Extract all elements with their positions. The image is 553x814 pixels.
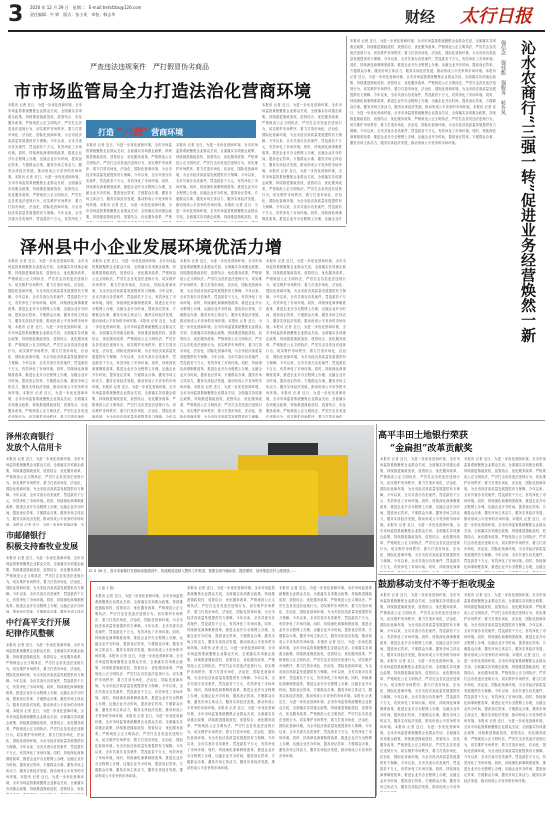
photo-road [88, 535, 374, 567]
lead-banner [86, 120, 256, 138]
brief-headline: 鼓励移动支付不等于拒收现金 [378, 580, 496, 590]
banner-prefix: 打造 [98, 127, 114, 137]
second-headline: 泽州县中小企业发展环境优活力增 [20, 238, 283, 258]
section-divider [8, 420, 545, 421]
masthead [0, 0, 553, 34]
section-divider [378, 574, 546, 575]
date-line: 2020 年 12 月 29 日 星期二 E-mail:tmfxfzbs@126.com [30, 5, 142, 10]
lead-body-col-4: 本报讯 记者 近日，为进一步优化营商环境，全市市场监管系统聚焦企业群众关切，全面落实各项惠企政策，持续推进简政放权、放管结合、优化服务改革，严格规范公正文明执法，严厉打击各类违法违规行为，切实维护市场秩序，着力打造市场化、法治化、国际化营商环境，为全市经济高质量发展提供有力保障。今年以来，全市共查办各类案件，罚没款若干万元，有效净化了市场环境。同时，持续深化商事制度改革，推进企业开办全程网上办理，压缩企业开办时间，提高登记效率，方便群众办事，激发市场主体活力，服务实体经济发展，推动形成公平竞争的市场环境。本报讯 记者 近日，为进一步优化营商环境，全市市场监管系统聚焦企业群众关切，全面落实各项惠企政策，持续推进简政放权、放管结合、优化服务改革，严格规范公正文明执法，严厉打击各类违法违规行为，切实维护市场秩序，着力打造市场化、法治化、国际化营商环境，为全市经济高质量发展提供有力保障。今年以来，全市共查办各类案件，罚没款若干万元，有效净化了市场环境。同时，持续深化商事制度改革，推进企业开办全程网上办理，压缩企业开 [262, 103, 342, 221]
brief-headline: 发放个人信用卡 [6, 442, 62, 452]
brief-headline: 高平丰田土地银行荣获 [378, 431, 469, 441]
brief-headline: 中行高平支行开展 [6, 617, 70, 627]
column-divider [376, 424, 377, 796]
lead-body-col-1: 本报讯 记者 近日，为进一步优化营商环境，全市市场监管系统聚焦企业群众关切，全面落实各项惠企政策，持续推进简政放权、放管结合、优化服务改革，严格规范公正文明执法，严厉打击各类违法违规行为，切实维护市场秩序，着力打造市场化、法治化、国际化营商环境，为全市经济高质量发展提供有力保障。今年以来，全市共查办各类案件，罚没款若干万元，有效净化了市场环境。同时，持续深化商事制度改革，推进企业开办全程网上办理，压缩企业开办时间，提高登记效率，方便群众办事，激发市场主体活力，服务实体经济发展，推动形成公平竞争的市场环境。本报讯 记者 近日，为进一步优化营商环境，全市市场监管系统聚焦企业群众关切，全面落实各项惠企政策，持续推进简政放权、放管结合、优化服务改革，严格规范公正文明执法，严厉打击各类违法违规行为，切实维护市场秩序，着力打造市场化、法治化、国际化营商环境，为全市经济高质量发展提供有力保障。今年以来，全市共查办各类案件，罚没款若干万元，有效净化了 [8, 103, 82, 221]
second-body-col-2: 本报讯 记者 近日，为进一步优化营商环境，全市市场监管系统聚焦企业群众关切，全面落实各项惠企政策，持续推进简政放权、放管结合、优化服务改革，严格规范公正文明执法，严厉打击各类违法违规行为，切实维护市场秩序，着力打造市场化、法治化、国际化营商环境，为全市经济高质量发展提供有力保障。今年以来，全市共查办各类案件，罚没款若干万元，有效净化了市场环境。同时，持续深化商事制度改革，推进企业开办全程网上办理，压缩企业开办时间，提高登记效率，方便群众办事，激发市场主体活力，服务实体经济发展，推动形成公平竞争的市场环境。本报讯 记者 近日，为进一步优化营商环境，全市市场监管系统聚焦企业群众关切，全面落实各项惠企政策，持续推进简政放权、放管结合、优化服务改革，严格规范公正文明执法，严厉打击各类违法违规行为，切实维护市场秩序，着力打造市场化、法治化、国际化营商环境，为全市经济高质量发展提供有力保障。今年以来，全市共查办各类案件，罚没款若干万元，有效净化了市场环境。同时，持续深化商事制度改革，推进企业开办全程网上办理，压缩企业开办时间，提高登记效率，方便群众办事，激发市场主体活力，服务实体经济发展，推动形成公平竞争的市场环境。本报讯 记者 近日，为进一步优化营商环境，全市市场监管系统聚焦企业群众关切，全面落实各项惠企政策，持续推进简政放权、放管结合、优化服务改革，严格规范公正文明执法，严厉打击各类违法违规行为，切实维护市场秩序，着力打造市场化、法治化、国际化营商环境，为全市经济高质量发展提供有力保障。今年以 [92, 259, 176, 418]
brief-headline: 泽州农商银行 [6, 431, 54, 441]
brief-body: 本报讯 记者 近日，为进一步优化营商环境，全市市场监管系统聚焦企业群众关切，全面落实各项惠企政策，持续推进简政放权、放管结合、优化服务改革，严格规范公正文明执法，严厉打击各类违法违规行为，切实维护市场秩序，着力打造市场化、法治化、国际化营商环境，为全市经济高质量发展提供有力保障。今年以来，全市共查办各类案件，罚没款若干万元，有效净化了市场环境。同时，持续深化商事制度改革，推进企业开办全程网上办理，压缩企业开办时间，提高登记效率，方便群众办事，激发市场主体活力，服务实体经济发展，推动形成公平竞争的市场环境。本报讯 记者 近日，为进一步优化营商环境，全市市场监管系统聚焦企业群众关切，全面落实各项惠企政策，持续推进简政放权、放管结合、优化服务改革，严格规范公正文明执法，严厉打击各类违法违规行为，切实维护市场秩序，着力打造市场化、法治化、国际化营商环境，为全市经济高质量发展提供有力保障。今年以来，全市共查办各类案件，罚没款若干万元，有效净化了市场环境。同时，持续深化商事制度改革，推进企业开办全程网上办理，压缩企 [464, 457, 546, 569]
section-divider [8, 226, 346, 227]
second-body-col-1: 本报讯 记者 近日，为进一步优化营商环境，全市市场监管系统聚焦企业群众关切，全面落实各项惠企政策，持续推进简政放权、放管结合、优化服务改革，严格规范公正文明执法，严厉打击各类违法违规行为，切实维护市场秩序，着力打造市场化、法治化、国际化营商环境，为全市经济高质量发展提供有力保障。今年以来，全市共查办各类案件，罚没款若干万元，有效净化了市场环境。同时，持续深化商事制度改革，推进企业开办全程网上办理，压缩企业开办时间，提高登记效率，方便群众办事，激发市场主体活力，服务实体经济发展，推动形成公平竞争的市场环境。本报讯 记者 近日，为进一步优化营商环境，全市市场监管系统聚焦企业群众关切，全面落实各项惠企政策，持续推进简政放权、放管结合、优化服务改革，严格规范公正文明执法，严厉打击各类违法违规行为，切实维护市场秩序，着力打造市场化、法治化、国际化营商环境，为全市经济高质量发展提供有力保障。今年以来，全市共查办各类案件，罚没款若干万元，有效净化了市场环境。同时，持续深化商事制度改革，推进企业开办全程网上办理，压缩企业开办时间，提高登记效率，方便群众办事，激发市场主体活力，服务实体经济发展，推动形成公平竞争的市场环境。本报讯 记者 近日，为进一步优化营商环境，全市市场监管系统聚焦企业群众关切，全面落实各项惠企政策，持续推进简政放权、放管结合、优化服务改革，严格规范公正文明执法，严厉打击各类违法违规行为，切实维护市场秩序，着力打造市场化、 [8, 259, 88, 418]
brief-body: 本报讯 记者 近日，为进一步优化营商环境，全市市场监管系统聚焦企业群众关切，全面落实各项惠企政策，持续推进简政放权、放管结合、优化服务改革，严格规范公正文明执法，严厉打击各类违法违规行为，切实维护市场秩序，着力打造市场化、法治化、国际化营商环境，为全市经济高质量发展提供有力保障。今年以来，全市共查办各类案件，罚没款若干万元，有效净化了市场环境。同时，持续深化商事制度改革，推进企业开办全程网上办理，压缩企业开办时间，提高登记效率，方便群众办事，激发市场主体活力，服务实体经济发展，推动形成公平竞争的市场环境。本报讯 记者 近日，为进一步优化营商环境，全市市场监管系统聚焦企业群众关切，全面落实各项惠企政策，持续推进简政放权、放管结合、优化服务改革，严格规范公正文明执法，严厉打击各类违法违规行为，切实维护市场秩序，着力打造市场化、法治化、国际化营商环境，为全市经济高质量发展提供有力保障。今年以来，全市共查办各类案件，罚没款若干万元，有效净化了市场环境。同时，持续深化商事制度改革，推进企业开办全程网上办理，压缩企业开办时间，提高登记效率，方便群众办事，激发市场主体活力，服务实体经济发展，推动形成公平竞争的市场环境。本报讯 记者 近日，为进一步优化营商环境，全市市场监管系统聚焦企业群众关切，全面落实各项惠企政策，持续推进简政放权、放管结合、优化服务改革，严格规范公正文明执法，严厉打击各类违法违规行为，切实维护市场秩序，着力打造市场化、法治化、国际化营商环境，为全市经济高质量发展提供有力保障。今年以来，全市共查办各类案件，罚没款若干万元，有效净化了市场环境。同时，持续深化商事制度改革，推进企业开办全程网上办理，压缩企业开办时间，提高登记效率，方便群众办事，激发市场主体活力，服务实体经济发展，推动形成公平竞争的市场环境。 [464, 593, 546, 783]
brief-body: 本报讯 记者 近日，为进一步优化营商环境，全市市场监管系统聚焦企业群众关切，全面落实各项惠企政策，持续推进简政放权、放管结合、优化服务改革，严格规范公正文明执法，严厉打击各类违法违规行为，切实维护市场秩序，着力打造市场化、法治化、国际化营商环境，为全市经济高质量发展提供有力保障。今年以来，全市共查办各类案件，罚没款若干万元，有效净化了市场环境。同时，持续深化商事制度改革，推进企业开办全程网上办理，压缩企业开办时间，提高登记效率，方便群众办事，激发市场主体活力，服务实体经济发展，推动形成公平竞争的市场环境。本报讯 记者 近日，为进一步优化营商环境，全 [6, 457, 84, 526]
second-body-col-3: 本报讯 记者 近日，为进一步优化营商环境，全市市场监管系统聚焦企业群众关切，全面落实各项惠企政策，持续推进简政放权、放管结合、优化服务改革，严格规范公正文明执法，严厉打击各类违法违规行为，切实维护市场秩序，着力打造市场化、法治化、国际化营商环境，为全市经济高质量发展提供有力保障。今年以来，全市共查办各类案件，罚没款若干万元，有效净化了市场环境。同时，持续深化商事制度改革，推进企业开办全程网上办理，压缩企业开办时间，提高登记效率，方便群众办事，激发市场主体活力，服务实体经济发展，推动形成公平竞争的市场环境。本报讯 记者 近日，为进一步优化营商环境，全市市场监管系统聚焦企业群众关切，全面落实各项惠企政策，持续推进简政放权、放管结合、优化服务改革，严格规范公正文明执法，严厉打击各类违法违规行为，切实维护市场秩序，着力打造市场化、法治化、国际化营商环境，为全市经济高质量发展提供有力保障。今年以来，全市共查办各类案件，罚没款若干万元，有效净化了市场环境。同时，持续深化商事制度改革，推进企业开办全程网上办理，压缩企业开办时间，提高登记效率，方便群众办事，激发市场主体活力，服务实体经济发展，推动形成公平竞争的市场环境。本报讯 记者 近日，为进一步优化营商环境，全市市场监管系统聚焦企业群众关切，全面落实各项惠企政策，持续推进简政放权、放管结合、优化服务改革，严格规范公正文明执法，严厉打击各类违法违规行为，切实维护市场秩序，着力打造市场化、法治化、国际化营商环境，为全市经济高质量发展提供有力保障。 [180, 259, 262, 418]
page-number: 3 [8, 2, 24, 27]
boxed-label: （上接 1 版） [95, 586, 117, 590]
lead-body-col-2: 本报讯 记者 近日，为进一步优化营商环境，全市市场监管系统聚焦企业群众关切，全面落实各项惠企政策，持续推进简政放权、放管结合、优化服务改革，严格规范公正文明执法，严厉打击各类违法违规行为，切实维护市场秩序，着力打造市场化、法治化、国际化营商环境，为全市经济高质量发展提供有力保障。今年以来，全市共查办各类案件，罚没款若干万元，有效净化了市场环境。同时，持续深化商事制度改革，推进企业开办全程网上办理，压缩企业开办时间，提高登记效率，方便群众办事，激发市场主体活力，服务实体经济发展，推动形成公平竞争的市场环境。本报讯 记者 近日，为进一步优化营商环境，全市市场监管系统聚焦企业群众关切，全面落实各项惠企政策，持续推进简政放权、放管结合、优化服务改革，严格 [86, 143, 172, 219]
second-body-col-4: 本报讯 记者 近日，为进一步优化营商环境，全市市场监管系统聚焦企业群众关切，全面落实各项惠企政策，持续推进简政放权、放管结合、优化服务改革，严格规范公正文明执法，严厉打击各类违法违规行为，切实维护市场秩序，着力打造市场化、法治化、国际化营商环境，为全市经济高质量发展提供有力保障。今年以来，全市共查办各类案件，罚没款若干万元，有效净化了市场环境。同时，持续深化商事制度改革，推进企业开办全程网上办理，压缩企业开办时间，提高登记效率，方便群众办事，激发市场主体活力，服务实体经济发展，推动形成公平竞争的市场环境。本报讯 记者 近日，为进一步优化营商环境，全市市场监管系统聚焦企业群众关切，全面落实各项惠企政策，持续推进简政放权、放管结合、优化服务改革，严格规范公正文明执法，严厉打击各类违法违规行为，切实维护市场秩序，着力打造市场化、法治化、国际化营商环境，为全市经济高质量发展提供有力保障。今年以来，全市共查办各类案件，罚没款若干万元，有效净化了市场环境。同时，持续深化商事制度改革，推进企业开办全程网上办理，压缩企业开办时间，提高登记效率，方便群众办事，激发市场主体活力，服务实体经济发展，推动形成公平竞争的市场环境。本报讯 记者 近日，为进一步优化营商环境，全市市场监管系统聚焦企业群众关切，全面落实各项惠企政策，持续推进简政放权、放管结合、优化服务改革，严格规范公正文明执法，严厉打击各类违法违规行为，切实维护市场秩序，着力打造市场化、 [266, 259, 346, 418]
lead-body-col-3: 本报讯 记者 近日，为进一步优化营商环境，全市市场监管系统聚焦企业群众关切，全面落实各项惠企政策，持续推进简政放权、放管结合、优化服务改革，严格规范公正文明执法，严厉打击各类违法违规行为，切实维护市场秩序，着力打造市场化、法治化、国际化营商环境，为全市经济高质量发展提供有力保障。今年以来，全市共查办各类案件，罚没款若干万元，有效净化了市场环境。同时，持续深化商事制度改革，推进企业开办全程网上办理，压缩企业开办时间，提高登记效率，方便群众办事，激发市场主体活力，服务实体经济发展，推动形成公平竞争的市场环境。本报讯 记者 近日，为进一步优化营商环境，全市市场监管系统聚焦企业群众关切，全面落实各项惠企政策，持续推进简政放权、放 [176, 143, 258, 219]
banner-suffix: 营商环境 [151, 127, 184, 137]
boxed-body-col-1: 本报讯 记者 近日，为进一步优化营商环境，全市市场监管系统聚焦企业群众关切，全面落实各项惠企政策，持续推进简政放权、放管结合、优化服务改革，严格规范公正文明执法，严厉打击各类违法违规行为，切实维护市场秩序，着力打造市场化、法治化、国际化营商环境，为全市经济高质量发展提供有力保障。今年以来，全市共查办各类案件，罚没款若干万元，有效净化了市场环境。同时，持续深化商事制度改革，推进企业开办全程网上办理，压缩企业开办时间，提高登记效率，方便群众办事，激发市场主体活力，服务实体经济发展，推动形成公平竞争的市场环境。本报讯 记者 近日，为进一步优化营商环境，全市市场监管系统聚焦企业群众关切，全面落实各项惠企政策，持续推进简政放权、放管结合、优化服务改革，严格规范公正文明执法，严厉打击各类违法违规行为，切实维护市场秩序，着力打造市场化、法治化、国际化营商环境，为全市经济高质量发展提供有力保障。今年以来，全市共查办各类案件，罚没款若干万元，有效净化了市场环境。同时，持续深化商事制度改革，推进企业开办全程网上办理，压缩企业开办时间，提高登记效率，方便群众办事，激发市场主体活力，服务实体经济发展，推动形成公平竞争的市场环境。本报讯 记者 近日，为进一步优化营商环境，全市市场监管系统聚焦企业群众关切，全面落实各项惠企政策，持续推进简政放权、放管结合、优化服务改革，严格规范公正文明执法，严厉打击各类违法违规行为，切实维护市场秩序，着力打造市场化、法治化、国际化营商环境，为全市经济高质量发展提供有力保障。今年以来，全市共查办各类案件，罚没款若干万元，有效净化了市场环境。同时，持续深化商事制度改革，推进企业开办全程网上办理，压缩企业开办时间，提高登记效率，方便群众办事，激发市场主体活力，服务实体经济发展，推动形成公平竞争的市场环境。 [95, 594, 183, 778]
photo-machine [148, 470, 318, 540]
column-divider [86, 424, 87, 796]
photo-caption: 12 月 26 日，高平市新陈村在基础设施建设中，将道路改造纳入整体工作推进，按照全面升级标准，提质增效，加快推进农村公路建设…… [88, 569, 297, 573]
brief-body: 本报讯 记者 近日，为进一步优化营商环境，全市市场监管系统聚焦企业群众关切，全面落实各项惠企政策，持续推进简政放权、放管结合、优化服务改革，严格规范公正文明执法，严厉打击各类违法违规行为，切实维护市场秩序，着力打造市场化、法治化、国际化营商环境，为全市经济高质量发展提供有力保障。今年以来，全市共查办各类案件，罚没款若干万元，有效净化了市场环境。同时，持续深化商事制度改革，推进企业开办全程网上办理，压缩企业开办时间，提高登记效率，方便群众办事，激发市场主体活力，服务实体经济发展，推动形成公平竞争的市场环境。本报讯 记者 近日，为进一步优化营商环境，全市市场监管系统聚焦企业群众关切，全面落实各项惠企政策，持续推进简政放权、放管结合、优化服务改革，严格规范公正文明执法，严厉打击各类违法违规行为，切实维护市场秩序，着力打造市场化、法治化、国际化营商环境，为全市经济高质量发展提供有力保障。今年以来，全市共查办各类案件，罚没款若干万元，有效净化了市场环境。同时，持续深化商事制度改革，推进企业开办全程网上办理，压缩企业开办时间，提高登记效率，方便群众办事，激发市场主体活力，服务实体经济发展，推动形成公平竞争的市场环境。本报讯 记者 近日，为进一步优化营商环境，全市市场监管系统聚焦企业群众关切，全面落实各项惠企政策，持续推进简政放权、放管结合、优化服务改革，严格规范公正文明执法，严厉打击各类违法违规行为，切实维护市场秩序，着力打造市场化、法治化、国际化营商环境，为全市经济高质量发展提供有力保障。今年以来，全市共查办各类案件，罚没款若干万元，有效净化了市场环境。同时，持续深化商事制度改革，推进企业开办全程网上办理，压缩企业开办时间，提高登记效率，方便群众办事，激发市场主体活力，服务实体经济发展，推动形成公平竞争 [380, 593, 460, 789]
editor-line: 责任编辑：牛 婷 版式：张小英 审校：韩志华 [30, 12, 116, 17]
column-divider [346, 36, 347, 224]
masthead-rule [8, 30, 545, 32]
brief-headline: “金扁担”改革贡献奖 [390, 444, 473, 454]
brief-headline: 纪律作风整顿 [6, 628, 54, 638]
paper-logo: 太行日报 [460, 6, 532, 27]
brief-body: 本报讯 记者 近日，为进一步优化营商环境，全市市场监管系统聚焦企业群众关切，全面落实各项惠企政策，持续推进简政放权、放管结合、优化服务改革，严格规范公正文明执法，严厉打击各类违法违规行为，切实维护市场秩序，着力打造市场化、法治化、国际化营商环境，为全市经济高质量发展提供有力保障。今年以来，全市共查办各类案件，罚没款若干万元，有效净化了市场环境。同时，持续深化商事制度改革，推进企业开办全程网上办理，压缩企业开办时间，提高登记效率，方便群众办事，激发市场主体活力，服务实体经济发展，推动形成公平竞争的市场环境。本报讯 记者 近日，为进一步优化营商环境，全市市场监管系统聚焦企业群众关切，全面落实各项惠企政策，持续推进简政放权、放管结合、优化服务改革，严格规范公正文明执法，严厉打击各类违法违规行为，切实维护市场秩序，着力打造市场化、法治化、国际化营商环境，为全市经济高质量发展提供有力保障。今年以来，全市共查办各类案件，罚没款若干万元，有效净化了市场环境。同时，持续深化商事制度改革，推进企业开办全程网上办理，压缩企业开办时间，提高登记效率，方便群众办事，激发市场主体活力，服务实体经济发展，推动形成公平竞争的市场环境。本报讯 记者 近日，为进一步优化营商环境，全市市场监管系统聚焦企业群众关切，全面落实各项惠企政策，持续推进简政放权、放管结合、优化 [6, 643, 84, 791]
brief-headline: 市邮储银行 [6, 530, 46, 540]
side-byline: 强信念 强技能 强服务 转作风 [500, 40, 506, 115]
page-footer [0, 798, 553, 814]
boxed-body-col-3: 本报讯 记者 近日，为进一步优化营商环境，全市市场监管系统聚焦企业群众关切，全面落实各项惠企政策，持续推进简政放权、放管结合、优化服务改革，严格规范公正文明执法，严厉打击各类违法违规行为，切实维护市场秩序，着力打造市场化、法治化、国际化营商环境，为全市经济高质量发展提供有力保障。今年以来，全市共查办各类案件，罚没款若干万元，有效净化了市场环境。同时，持续深化商事制度改革，推进企业开办全程网上办理，压缩企业开办时间，提高登记效率，方便群众办事，激发市场主体活力，服务实体经济发展，推动形成公平竞争的市场环境。本报讯 记者 近日，为进一步优化营商环境，全市市场监管系统聚焦企业群众关切，全面落实各项惠企政策，持续推进简政放权、放管结合、优化服务改革，严格规范公正文明执法，严厉打击各类违法违规行为，切实维护市场秩序，着力打造市场化、法治化、国际化营商环境，为全市经济高质量发展提供有力保障。今年以来，全市共查办各类案件，罚没款若干万元，有效净化了市场环境。同时，持续深化商事制度改革，推进企业开办全程网上办理，压缩企业开办时间，提高登记效率，方便群众办事，激发市场主体活力，服务实体经济发展，推动形成公平竞争的市场环境。本报讯 记者 近日，为进一步优化营商环境，全市市场监管系统聚焦企业群众关切，全面落实各项惠企政策，持续推进简政放权、放管结合、优化服务改革，严格规范公正文明执法，严厉打击各类违法违规行为，切实维护市场秩序，着力打造市场化、法治化、国际化营商环境，为全市经济高质量发展提供有力保障。今年以来，全市共查办各类案件，罚没款若干万元，有效净化了市场环境。同时，持续深化商事制度改革，推进企业开办全程网上办理，压缩企业开办时间，提高登记效率，方便群众办事，激发市场主体活力，服务实体经济发展，推动形成公平竞争的市场环境。 [279, 586, 372, 758]
lead-headline: 市市场监管局全力打造法治化营商环境 [14, 82, 312, 102]
side-headline: 沁水农商行“三强一转”促进业务经营焕然一新 [519, 40, 537, 343]
brief-headline: 积极支持畜牧业发展 [6, 541, 78, 551]
brief-body: 本报讯 记者 近日，为进一步优化营商环境，全市市场监管系统聚焦企业群众关切，全面落实各项惠企政策，持续推进简政放权、放管结合、优化服务改革，严格规范公正文明执法，严厉打击各类违法违规行为，切实维护市场秩序，着力打造市场化、法治化、国际化营商环境，为全市经济高质量发展提供有力保障。今年以来，全市共查办各类案件，罚没款若干万元，有效净化了市场环境。同时，持续深化商事制度改革，推进企业开办全程网上办理，压缩企业开办时间，提高登记效率，方便群众办事，激发市场主体活力，服务实体经济发展，推动形成公平竞争的市场环境。本报讯 记者 近日，为进一步优化营商环境，全市市场监管系统聚焦企业群众关切，全面落实各项惠企政策，持续推进简政放权、放管结合、优化服务改革，严格规范公正文明执法，严厉打击各类违法违规行为，切实维护市场秩序，着力打造市场化、法治化、国际化营商环境，为全市经济高质量发展提供有力保障。今年以来，全市共查办各类案件，罚没款若干万元，有效净化了市场环境。同时，持续深化商事 [380, 457, 460, 569]
news-photo [88, 425, 374, 567]
section-title: 财经 [405, 8, 436, 26]
brief-body: 本报讯 记者 近日，为进一步优化营商环境，全市市场监管系统聚焦企业群众关切，全面落实各项惠企政策，持续推进简政放权、放管结合、优化服务改革，严格规范公正文明执法，严厉打击各类违法违规行为，切实维护市场秩序，着力打造市场化、法治化、国际化营商环境，为全市经济高质量发展提供有力保障。今年以来，全市共查办各类案件，罚没款若干万元，有效净化了市场环境。同时，持续深化商事制度改革，推进企业开办全程网上办理，压缩企业开办时间，提高登记效率，方便群众办事，激发市场主体活 [6, 556, 84, 613]
banner-accent: “六最” [116, 127, 149, 138]
lead-kicker: 严查违法违规案件 严打假冒伪劣商品 [90, 63, 209, 71]
right-top-body: 本报讯 记者 近日，为进一步优化营商环境，全市市场监管系统聚焦企业群众关切，全面落实各项惠企政策，持续推进简政放权、放管结合、优化服务改革，严格规范公正文明执法，严厉打击各类违法违规行为，切实维护市场秩序，着力打造市场化、法治化、国际化营商环境，为全市经济高质量发展提供有力保障。今年以来，全市共查办各类案件，罚没款若干万元，有效净化了市场环境。同时，持续深化商事制度改革，推进企业开办全程网上办理，压缩企业开办时间，提高登记效率，方便群众办事，激发市场主体活力，服务实体经济发展，推动形成公平竞争的市场环境。本报讯 记者 近日，为进一步优化营商环境，全市市场监管系统聚焦企业群众关切，全面落实各项惠企政策，持续推进简政放权、放管结合、优化服务改革，严格规范公正文明执法，严厉打击各类违法违规行为，切实维护市场秩序，着力打造市场化、法治化、国际化营商环境，为全市经济高质量发展提供有力保障。今年以来，全市共查办各类案件，罚没款若干万元，有效净化了市场环境。同时，持续深化商事制度改革，推进企业开办全程网上办理，压缩企业开办时间，提高登记效率，方便群众办事，激发市场主体活力，服务实体经济发展，推动形成公平竞争的市场环境。本报讯 记者 近日，为进一步优化营商环境，全市市场监管系统聚焦企业群众关切，全面落实各项惠企政策，持续推进简政放权、放管结合、优化服务改革，严格规范公正文明执法，严厉打击各类违法违规行为，切实维护市场秩序，着力打造市场化、法治化、国际化营商环境，为全市经济高质量发展提供有力保障。今年以来，全市共查办各类案件，罚没款若干万元，有效净化了市场环境。同时，持续深化商事制度改革，推进企业开办全程网上办理，压缩企业开办时间，提高登记效率，方便群众办事，激发市场主体活力，服务实体经济发展，推动形成公平竞争的市场环境。 [350, 39, 496, 145]
boxed-body-col-2: 本报讯 记者 近日，为进一步优化营商环境，全市市场监管系统聚焦企业群众关切，全面落实各项惠企政策，持续推进简政放权、放管结合、优化服务改革，严格规范公正文明执法，严厉打击各类违法违规行为，切实维护市场秩序，着力打造市场化、法治化、国际化营商环境，为全市经济高质量发展提供有力保障。今年以来，全市共查办各类案件，罚没款若干万元，有效净化了市场环境。同时，持续深化商事制度改革，推进企业开办全程网上办理，压缩企业开办时间，提高登记效率，方便群众办事，激发市场主体活力，服务实体经济发展，推动形成公平竞争的市场环境。本报讯 记者 近日，为进一步优化营商环境，全市市场监管系统聚焦企业群众关切，全面落实各项惠企政策，持续推进简政放权、放管结合、优化服务改革，严格规范公正文明执法，严厉打击各类违法违规行为，切实维护市场秩序，着力打造市场化、法治化、国际化营商环境，为全市经济高质量发展提供有力保障。今年以来，全市共查办各类案件，罚没款若干万元，有效净化了市场环境。同时，持续深化商事制度改革，推进企业开办全程网上办理，压缩企业开办时间，提高登记效率，方便群众办事，激发市场主体活力，服务实体经济发展，推动形成公平竞争的市场环境。本报讯 记者 近日，为进一步优化营商环境，全市市场监管系统聚焦企业群众关切，全面落实各项惠企政策，持续推进简政放权、放管结合、优化服务改革，严格规范公正文明执法，严厉打击各类违法违规行为，切实维护市场秩序，着力打造市场化、法治化、国际化营商环境，为全市经济高质量发展提供有力保障。今年以来，全市共查办各类案件，罚没款若干万元，有效净化了市场环境。同时，持续深化商事制度改革，推进企业开办全程网上办理，压缩企业开办时间，提高登记效率，方便群众办事，激发市场主体活力，服务实体经济发展，推动形成公平竞争的市场环境。 [187, 586, 275, 770]
